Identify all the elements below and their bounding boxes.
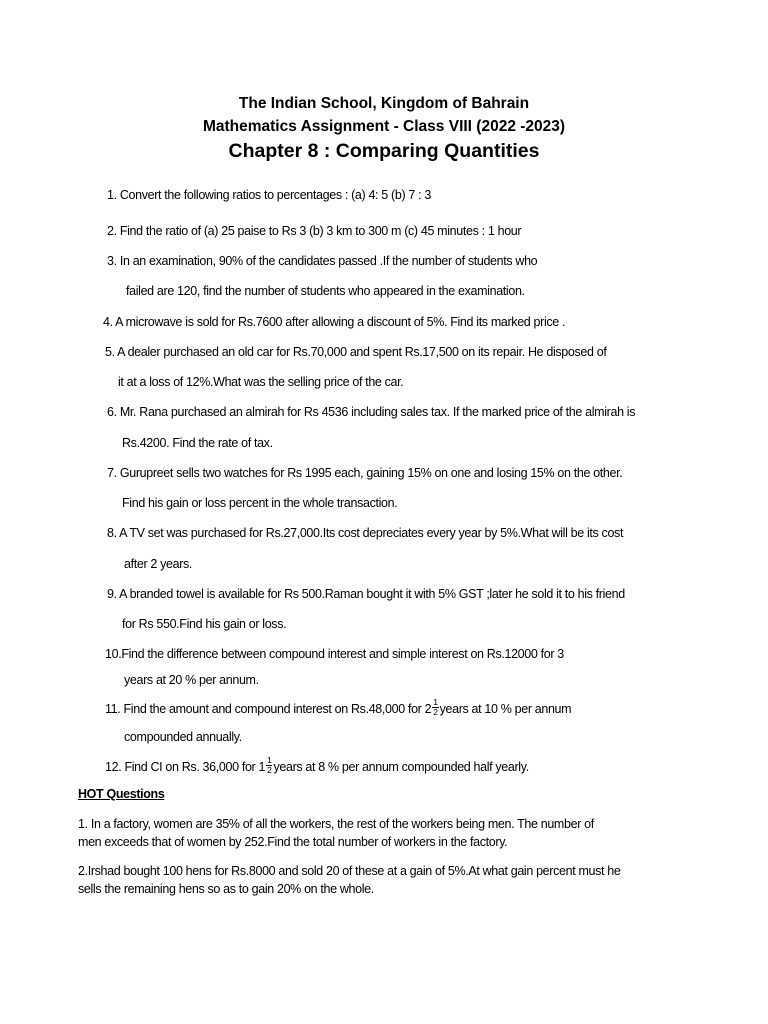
fraction-one-half	[432, 698, 438, 717]
hot-question-2-line-1: 2.Irshad bought 100 hens for Rs.8000 and sold 20 of these at a gain of 5%.At what gain percent must he	[78, 864, 621, 878]
question-12	[105, 755, 529, 777]
school-name: The Indian School, Kingdom of Bahrain	[238, 95, 530, 112]
question-10-line-1: 10.Find the difference between compound interest and simple interest on Rs.12000 for 3	[105, 647, 564, 661]
question-12-text-start: 12. Find CI on Rs. 36,000 for 1	[105, 759, 266, 774]
question-9-line-1: 9. A branded towel is available for Rs 500.Raman bought it with 5% GST ;later he sold it to his friend	[107, 587, 625, 601]
fraction-numerator: 1	[433, 697, 438, 707]
question-6-line-1: 6. Mr. Rana purchased an almirah for Rs 4536 including sales tax. If the marked price of the almirah is	[107, 405, 636, 419]
question-12-text-end: years at 8 % per annum compounded half yearly.	[273, 759, 529, 774]
fraction-denominator: 2	[433, 707, 438, 717]
chapter-title: Chapter 8 : Comparing Quantities	[228, 140, 540, 162]
hot-questions-heading: HOT Questions	[78, 787, 165, 801]
question-6-line-2: Rs.4200. Find the rate of tax.	[122, 436, 273, 450]
fraction-numerator: 1	[267, 755, 272, 765]
question-8-line-2: after 2 years.	[124, 557, 193, 571]
hot-question-1-line-2: men exceeds that of women by 252.Find the total number of workers in the factory.	[78, 835, 508, 849]
assignment-title: Mathematics Assignment - Class VIII (2022 -2023)	[202, 118, 566, 135]
question-11-line-2: compounded annually.	[124, 730, 242, 744]
question-1: 1. Convert the following ratios to percentages : (a) 4: 5 (b) 7 : 3	[107, 188, 431, 202]
question-3-line-2: failed are 120, find the number of students who appeared in the examination.	[126, 284, 525, 298]
question-7-line-2: Find his gain or loss percent in the whole transaction.	[122, 496, 398, 510]
question-4: 4. A microwave is sold for Rs.7600 after allowing a discount of 5%. Find its marked price .	[103, 315, 566, 329]
question-10-line-2: years at 20 % per annum.	[124, 673, 259, 687]
question-5-line-1: 5. A dealer purchased an old car for Rs.70,000 and spent Rs.17,500 on its repair. He disposed of	[105, 345, 607, 359]
hot-question-1-line-1: 1. In a factory, women are 35% of all the workers, the rest of the workers being men. The number of	[78, 817, 594, 831]
question-7-line-1: 7. Gurupreet sells two watches for Rs 1995 each, gaining 15% on one and losing 15% on the other.	[107, 466, 623, 480]
question-11-text-start: 11. Find the amount and compound interest on Rs.48,000 for 2	[105, 701, 432, 716]
hot-question-2-line-2: sells the remaining hens so as to gain 20% on the whole.	[78, 882, 374, 896]
fraction-one-half	[266, 756, 272, 775]
question-9-line-2: for Rs 550.Find his gain or loss.	[122, 617, 287, 631]
question-2: 2. Find the ratio of (a) 25 paise to Rs 3 (b) 3 km to 300 m (c) 45 minutes : 1 hour	[107, 224, 522, 238]
question-8-line-1: 8. A TV set was purchased for Rs.27,000.Its cost depreciates every year by 5%.What will be its cost	[107, 526, 624, 540]
fraction-denominator: 2	[267, 765, 272, 775]
question-11-text-end: years at 10 % per annum	[439, 701, 572, 716]
question-5-line-2: it at a loss of 12%.What was the selling price of the car.	[118, 375, 404, 389]
question-3-line-1: 3. In an examination, 90% of the candidates passed .If the number of students who	[107, 254, 538, 268]
question-11-line-1	[105, 697, 572, 719]
